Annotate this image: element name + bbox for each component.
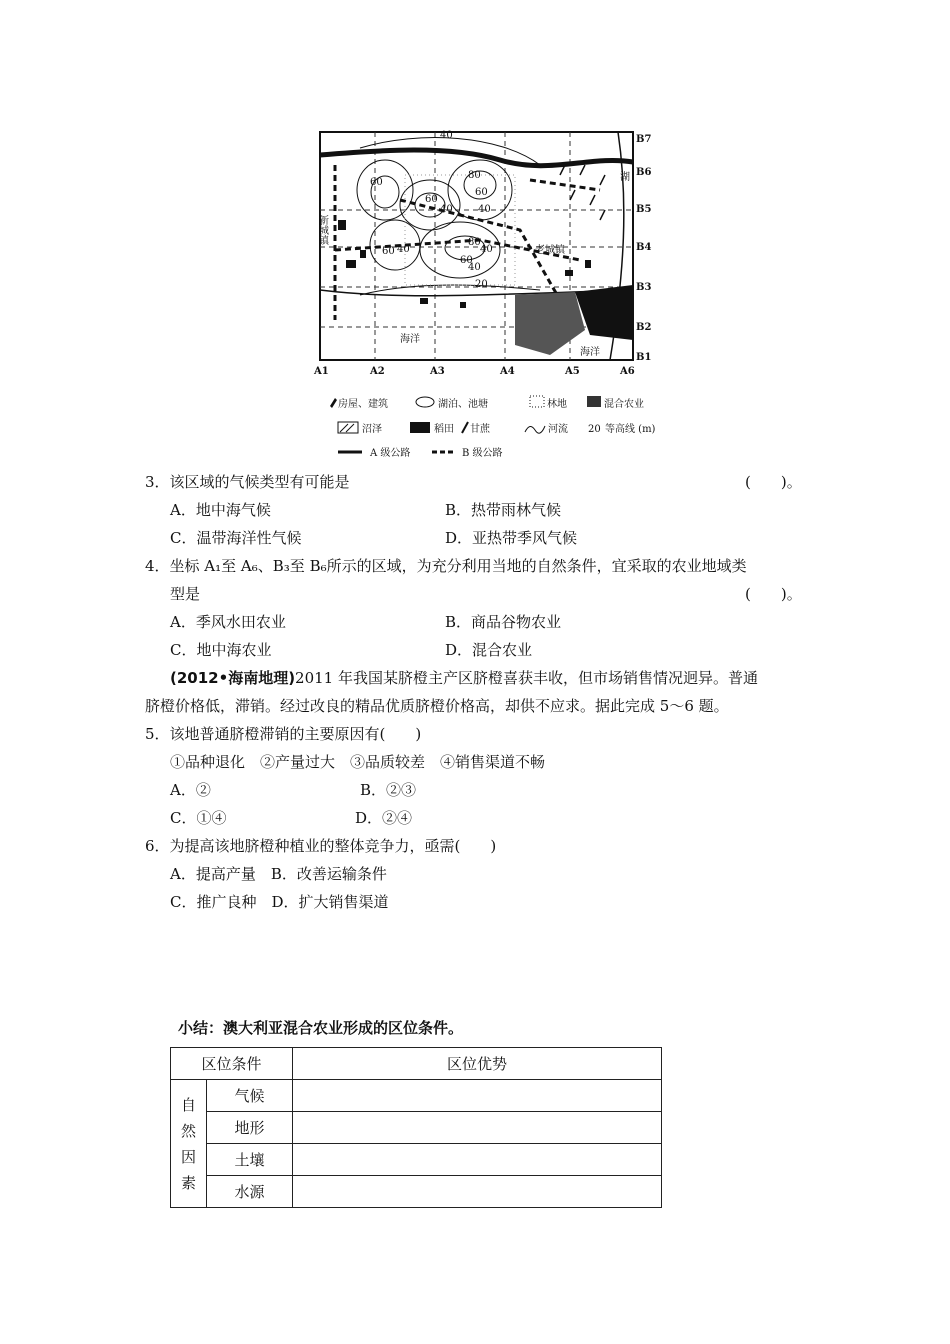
- b-label: B5: [636, 204, 652, 215]
- contour-label: 80: [468, 170, 481, 181]
- new-town-label: 新城镇: [316, 215, 328, 245]
- legend: [330, 396, 656, 459]
- row-label: 土壤: [207, 1144, 293, 1176]
- a-label: A4: [500, 366, 515, 377]
- legend-road-b: B 级公路: [462, 448, 503, 459]
- q6-options-cd: C．推广良种 D．扩大销售渠道: [170, 893, 389, 911]
- b-label: B7: [636, 134, 652, 145]
- a-label: A3: [430, 366, 445, 377]
- contour-label: 60: [370, 177, 383, 188]
- sea-label: 海洋: [580, 347, 600, 358]
- contour-label: 60: [460, 255, 473, 266]
- row-label: 水源: [207, 1176, 293, 1208]
- contour-label: 20: [475, 279, 488, 290]
- contour-label: 60: [425, 194, 438, 205]
- b-label: B3: [636, 282, 652, 293]
- passage-line-1: [170, 668, 758, 688]
- q3-stem: 3．该区域的气候类型有可能是: [145, 473, 350, 491]
- q4-stem: 4．坐标 A₁至 A₆、B₃至 B₆所示的区域，为充分利用当地的自然条件，宜采取的农业地域类: [145, 557, 747, 575]
- group-char: 自: [180, 1095, 196, 1114]
- legend-river: 河流: [548, 424, 568, 435]
- answer-cell[interactable]: [293, 1080, 662, 1112]
- group-char: 素: [180, 1173, 196, 1192]
- b-label: B1: [636, 352, 652, 363]
- summary-table: [170, 1047, 662, 1208]
- group-cell: [171, 1080, 207, 1208]
- summary-title: 小结：澳大利亚混合农业形成的区位条件。: [178, 1019, 464, 1037]
- legend-lake: 湖泊、池塘: [438, 399, 488, 410]
- q3-answer-paren: ( )。: [745, 473, 802, 491]
- table-row: [171, 1144, 662, 1176]
- legend-contour-value: 20: [588, 424, 601, 435]
- contour-label: 60: [475, 187, 488, 198]
- passage-line-2: 脐橙价格低，滞销。经过改良的精品优质脐橙价格高，却供不应求。据此完成 5～6 题。: [145, 697, 729, 715]
- q3-option-b: B．热带雨林气候: [445, 501, 562, 519]
- row-label: 气候: [207, 1080, 293, 1112]
- q3-option-d: D．亚热带季风气候: [445, 529, 578, 547]
- old-town-label: 老城镇: [535, 245, 565, 256]
- b-label: B6: [636, 167, 652, 178]
- q4-stem-cont: 型是: [170, 585, 201, 603]
- map-figure: [300, 120, 670, 470]
- q6-options-ab: A．提高产量 B．改善运输条件: [170, 865, 387, 883]
- q5-option-d: D．②④: [355, 809, 413, 827]
- q5-stem: 5．该地普通脐橙滞销的主要原因有( ): [145, 725, 422, 743]
- q4-option-c: C．地中海农业: [170, 641, 272, 659]
- q4-option-a: A．季风水田农业: [170, 613, 286, 631]
- a-label: A2: [370, 366, 385, 377]
- table-header-row: [171, 1048, 662, 1080]
- contour-label: 80: [468, 237, 481, 248]
- a-label: A5: [565, 366, 580, 377]
- q5-option-b: B．②③: [360, 781, 417, 799]
- answer-cell[interactable]: [293, 1144, 662, 1176]
- legend-forest: 林地: [547, 399, 567, 410]
- legend-cane: 甘蔗: [470, 424, 490, 435]
- lake-label: 湖: [620, 172, 630, 183]
- legend-swamp: 沼泽: [362, 424, 382, 435]
- table-row: [171, 1080, 662, 1112]
- contour-label: 40: [468, 262, 481, 273]
- legend-rice: 稻田: [434, 424, 454, 435]
- table-row: [171, 1176, 662, 1208]
- q5-option-c: C．①④: [170, 809, 227, 827]
- header-cell: 区位优势: [293, 1048, 662, 1080]
- b-label: B2: [636, 322, 652, 333]
- contour-label: 40: [397, 244, 410, 255]
- b-label: B4: [636, 242, 652, 253]
- row-label: 地形: [207, 1112, 293, 1144]
- contour-label: 40: [480, 244, 493, 255]
- group-char: 因: [180, 1147, 196, 1166]
- legend-road-a: A 级公路: [370, 448, 411, 459]
- passage-source: (2012•海南地理): [170, 669, 296, 687]
- answer-cell[interactable]: [293, 1112, 662, 1144]
- q4-option-b: B．商品谷物农业: [445, 613, 562, 631]
- legend-contour: 等高线 (m): [605, 424, 656, 435]
- contour-label: 40: [478, 204, 491, 215]
- contour-label: 40: [440, 204, 453, 215]
- legend-house: 房屋、建筑: [338, 399, 388, 410]
- contour-label: 60: [382, 246, 395, 257]
- a-label: A1: [314, 366, 329, 377]
- sea-label: 海洋: [400, 334, 420, 345]
- legend-mixed: 混合农业: [604, 399, 644, 410]
- contour-label: 40: [440, 130, 453, 141]
- header-cell: 区位条件: [171, 1048, 293, 1080]
- a-label: A6: [620, 366, 635, 377]
- q5-statements: ①品种退化 ②产量过大 ③品质较差 ④销售渠道不畅: [170, 753, 546, 771]
- answer-cell[interactable]: [293, 1176, 662, 1208]
- q5-option-a: A．②: [170, 781, 211, 799]
- group-char: 然: [180, 1121, 196, 1140]
- passage-text: 2011 年我国某脐橙主产区脐橙喜获丰收，但市场销售情况迥异。普通: [295, 669, 758, 687]
- q3-option-a: A．地中海气候: [170, 501, 271, 519]
- q4-option-d: D．混合农业: [445, 641, 533, 659]
- table-row: [171, 1112, 662, 1144]
- q6-stem: 6．为提高该地脐橙种植业的整体竞争力，亟需( ): [145, 837, 497, 855]
- q3-option-c: C．温带海洋性气候: [170, 529, 302, 547]
- q4-answer-paren: ( )。: [745, 585, 802, 603]
- map-svg: [300, 120, 670, 470]
